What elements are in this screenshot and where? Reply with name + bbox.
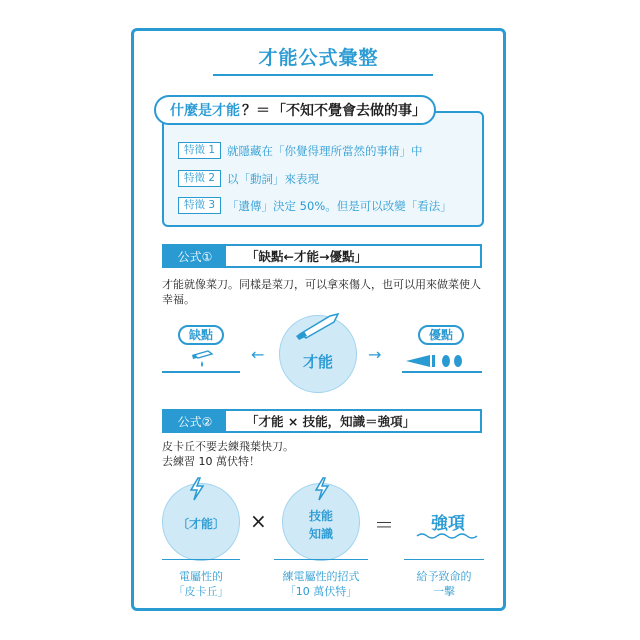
caption-2-line-1: 練電屬性的招式 xyxy=(282,570,360,583)
equals-sign: ＝ xyxy=(374,513,394,537)
caption-1-line-1: 電屬性的 xyxy=(179,570,223,583)
knife-injury-icon xyxy=(190,349,218,371)
page-title: 才能公式彙整 xyxy=(258,47,379,69)
formula-2-description-2: 去練習 10 萬伏特！ xyxy=(162,455,260,468)
feature-tag: 特徵 3 xyxy=(178,197,221,214)
wave-underline xyxy=(416,531,478,541)
title-underline xyxy=(213,74,433,76)
times-sign: × xyxy=(250,509,267,533)
formula-1-description: 才能就像菜刀。同樣是菜刀，可以拿來傷人，也可以用來做菜使人幸福。 xyxy=(162,278,481,306)
caption-2-line-2: 「10 萬伏特」 xyxy=(284,585,358,598)
formula-2-description-1: 皮卡丘不要去練飛葉快刀。 xyxy=(162,440,294,453)
formula-1-bar xyxy=(162,244,482,268)
skill-circle-line-1: 技能 xyxy=(308,509,333,523)
feature-row-3 xyxy=(178,197,452,214)
formula-2-text: 「才能 × 技能，知識＝強項」 xyxy=(246,414,416,429)
feature-tag: 特徵 2 xyxy=(178,170,221,187)
caption-3-line-2: 一擊 xyxy=(433,585,455,598)
formula-2-bar xyxy=(162,409,482,433)
weakness-pill: 缺點 xyxy=(178,325,224,345)
lightning-icon xyxy=(189,477,205,501)
talent-circle-label: 才能 xyxy=(302,353,333,371)
feature-text: 「遺傳」決定 50%。但是可以改變「看法」 xyxy=(227,198,452,213)
knife-cooking-icon xyxy=(404,347,472,369)
caption-1-line xyxy=(162,559,240,560)
talent-circle-2-label: 〔才能〕 xyxy=(176,517,225,531)
arrow-left: ← xyxy=(251,345,265,364)
feature-row-1 xyxy=(178,142,423,159)
summary-card xyxy=(131,28,506,611)
skill-circle-line-2: 知識 xyxy=(308,527,333,541)
caption-3-line-1: 給予致命的 xyxy=(416,570,472,583)
strength-pill: 優點 xyxy=(418,325,464,345)
formula-1-text: 「缺點←才能→優點」 xyxy=(246,249,367,264)
question-answer: 「不知不覺會去做的事」 xyxy=(272,103,426,119)
question-equals: ？＝ xyxy=(242,103,270,119)
caption-1-line-2: 「皮卡丘」 xyxy=(173,585,229,598)
formula-1-label: 公式① xyxy=(164,246,226,266)
question-pill xyxy=(154,95,436,125)
strength-result: 強項 xyxy=(431,514,465,534)
feature-text: 以「動詞」來表現 xyxy=(227,171,320,186)
knife-icon xyxy=(294,310,344,340)
arrow-right: → xyxy=(368,345,382,364)
feature-tag: 特徵 1 xyxy=(178,142,221,159)
feature-row-2 xyxy=(178,170,319,187)
formula-2-label: 公式② xyxy=(164,411,226,431)
question-subject: 什麼是才能 xyxy=(170,103,240,119)
lightning-icon xyxy=(314,477,330,501)
feature-text: 就隱藏在「你覺得理所當然的事情」中 xyxy=(227,143,423,158)
caption-2-line xyxy=(274,559,368,560)
caption-3-line xyxy=(404,559,484,560)
